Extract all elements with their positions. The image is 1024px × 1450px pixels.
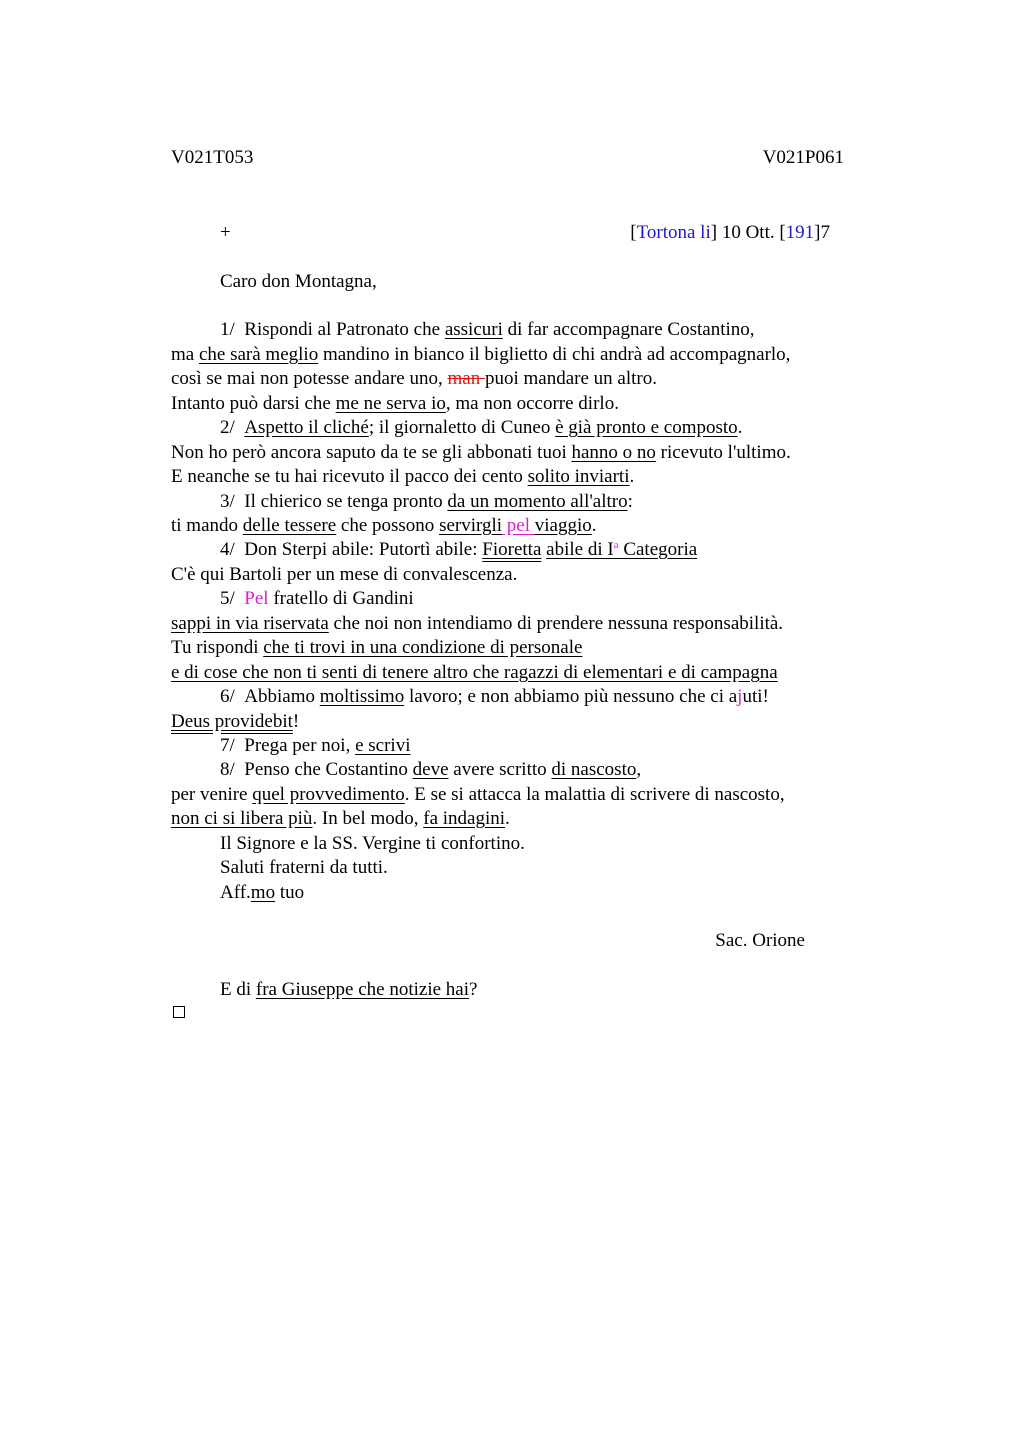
date-place: Tortona li [636, 222, 711, 243]
cross-symbol: + [220, 222, 231, 243]
date-year-reconstructed: 191 [785, 222, 815, 243]
editorial-insertion: Pel [244, 588, 269, 609]
paragraph-6-line-1: 6/ Abbiamo moltissimo lavoro; e non abbiamo più nessuno che ci ajuti! [220, 686, 769, 707]
paragraph-8-line-3: non ci si libera più. In bel modo, fa indagini. [171, 808, 510, 829]
paragraph-1-line-3: così se mai non potesse andare uno, man puoi mandare un altro. [171, 368, 657, 389]
paragraph-1-line-1: 1/ Rispondi al Patronato che assicuri di far accompagnare Costantino, [220, 319, 755, 340]
closing-affectionately: Aff.mo tuo [220, 882, 305, 903]
paragraph-5-line-1: 5/ Pel fratello di Gandini [220, 588, 414, 609]
end-marker-box [173, 1006, 185, 1018]
paragraph-1-line-4: Intanto può darsi che me ne serva io, ma non occorre dirlo. [171, 393, 619, 414]
postscript: E di fra Giuseppe che notizie hai? [220, 979, 478, 1000]
paragraph-2-line-2: Non ho però ancora saputo da te se gli abbonati tuoi hanno o no ricevuto l'ultimo. [171, 442, 791, 463]
date-line: [Tortona li] 10 Ott. [191]7 [630, 222, 830, 243]
paragraph-1-line-2: ma che sarà meglio mandino in bianco il biglietto di chi andrà ad accompagnarlo, [171, 344, 791, 365]
editorial-insertion: j [737, 686, 743, 707]
paragraph-4-line-1: 4/ Don Sterpi abile: Putortì abile: Fioretta abile di $I^a$ Categoria [220, 539, 698, 560]
paragraph-6-line-2: Deus providebit! [171, 711, 300, 732]
paragraph-8-line-1: 8/ Penso che Costantino deve avere scritto di nascosto, [220, 759, 642, 780]
paragraph-5-line-2: sappi in via riservata che noi non intendiamo di prendere nessuna responsabilità. [171, 613, 784, 634]
paragraph-3-line-1: 3/ Il chierico se tenga pronto da un momento all'altro: [220, 491, 633, 512]
paragraph-8-line-2: per venire quel provvedimento. E se si attacca la malattia di scrivere di nascosto, [171, 784, 785, 805]
struck-word: man [447, 368, 485, 389]
paragraph-5-line-3: Tu rispondi che ti trovi in una condizione di personale [171, 637, 583, 658]
salutation: Caro don Montagna, [220, 271, 377, 292]
document-code-left: V021T053 [171, 147, 254, 168]
paragraph-2-line-1: 2/ Aspetto il cliché; il giornaletto di Cuneo è già pronto e composto. [220, 417, 743, 438]
paragraph-3-line-2: ti mando delle tessere che possono servirgli pel viaggio. [171, 515, 597, 536]
paragraph-2-line-3: E neanche se tu hai ricevuto il pacco dei cento solito inviarti. [171, 466, 635, 487]
paragraph-4-line-2: C'è qui Bartoli per un mese di convalescenza. [171, 564, 518, 585]
editorial-insertion: pel [502, 515, 535, 536]
closing-greetings: Saluti fraterni da tutti. [220, 857, 388, 878]
paragraph-7-line-1: 7/ Prega per noi, e scrivi [220, 735, 411, 756]
paragraph-5-line-4: e di cose che non ti senti di tenere altro che ragazzi di elementari e di campagna [171, 662, 778, 683]
document-code-right: V021P061 [762, 147, 844, 168]
closing-blessing: Il Signore e la SS. Vergine ti confortino. [220, 833, 525, 854]
signature: Sac. Orione [715, 930, 805, 951]
